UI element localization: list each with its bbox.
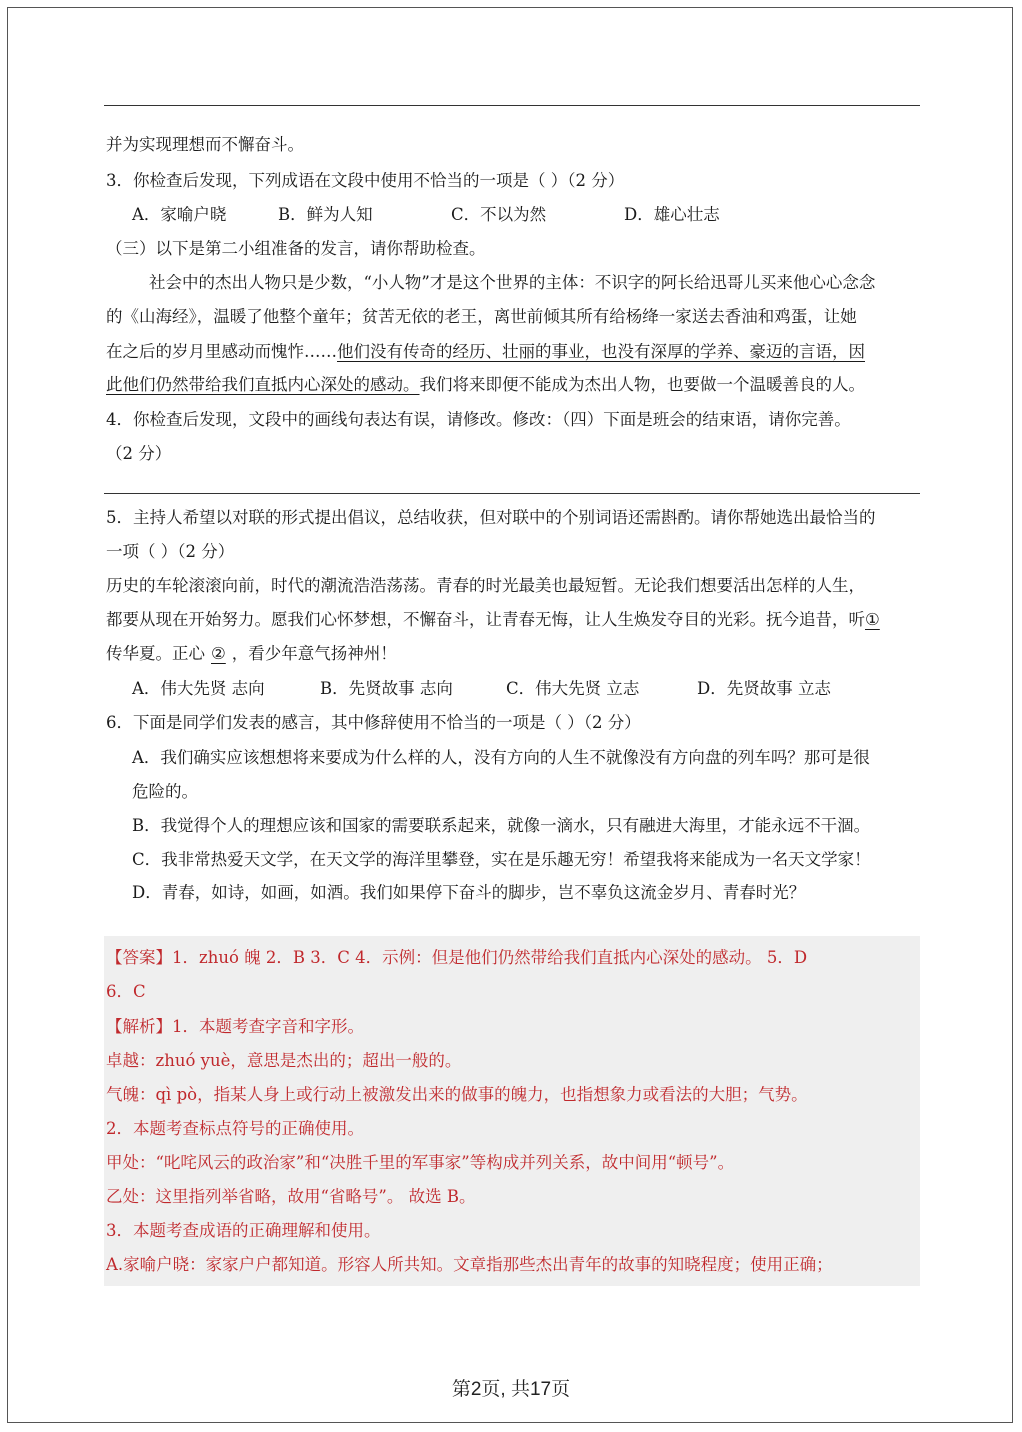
question-5-stem: 一项（ ）（2 分） xyxy=(106,542,235,561)
analysis-line: 2．本题考查标点符号的正确使用。 xyxy=(106,1119,364,1138)
option-a: A．家喻户晓 xyxy=(132,205,227,224)
section-3-heading: （三）以下是第二小组准备的发言，请你帮助检查。 xyxy=(106,239,486,258)
option-c: C．我非常热爱天文学，在天文学的海洋里攀登，实在是乐趣无穷！希望我将来能成为一名天文学家！ xyxy=(132,850,871,869)
option-b: B．鲜为人知 xyxy=(278,205,373,224)
option-c: C．伟大先贤 立志 xyxy=(506,679,640,698)
passage-text: 在之后的岁月里感动而愧怍…… xyxy=(106,342,337,361)
underlined-sentence: 此他们仍然带给我们直抵内心深处的感动。 xyxy=(106,375,420,394)
option-a-cont: 危险的。 xyxy=(132,782,198,801)
question-4-stem: 4．你检查后发现，文段中的画线句表达有误，请修改。修改：（四）下面是班会的结束语，请你完善。 xyxy=(106,410,851,429)
blank-2: ② xyxy=(211,644,226,663)
couplet-text: ，看少年意气扬神州！ xyxy=(231,644,397,663)
answer-rule xyxy=(104,493,920,494)
passage-line xyxy=(106,340,865,364)
couplet-line: 历史的车轮滚滚向前，时代的潮流浩浩荡荡。青春的时光最美也最短暂。无论我们想要活出怎样的人生， xyxy=(106,576,865,595)
couplet-line xyxy=(106,608,880,632)
analysis-line: A.家喻户晓：家家户户都知道。形容人所共知。文章指那些杰出青年的故事的知晓程度；使用正确； xyxy=(106,1255,833,1274)
question-3-stem: 3．你检查后发现，下列成语在文段中使用不恰当的一项是（ ）（2 分） xyxy=(106,171,625,190)
option-c: C．不以为然 xyxy=(451,205,547,224)
analysis-line: 【解析】1．本题考查字音和字形。 xyxy=(106,1017,364,1036)
analysis-line: 3．本题考查成语的正确理解和使用。 xyxy=(106,1221,381,1240)
answer-line: 6．C xyxy=(106,982,146,1001)
option-b: B．先贤故事 志向 xyxy=(320,679,453,698)
analysis-line: 卓越：zhuó yuè，意思是杰出的；超出一般的。 xyxy=(106,1051,462,1070)
option-b: B．我觉得个人的理想应该和国家的需要联系起来，就像一滴水，只有融进大海里，才能永远不干涸。 xyxy=(132,816,871,835)
option-a: A．伟大先贤 志向 xyxy=(132,679,265,698)
passage-line xyxy=(106,373,865,397)
question-5-stem: 5．主持人希望以对联的形式提出倡议，总结收获，但对联中的个别词语还需斟酌。请你帮她选出最恰当的 xyxy=(106,508,876,527)
passage-text: 我们将来即便不能成为杰出人物，也要做一个温暖善良的人。 xyxy=(419,375,865,394)
passage-line: 社会中的杰出人物只是少数，“小人物”才是这个世界的主体：不识字的阿长给迅哥儿买来他心心念念 xyxy=(149,273,876,292)
option-d: D．青春，如诗，如画，如酒。我们如果停下奋斗的脚步，岂不辜负这流金岁月、青春时光？ xyxy=(132,883,806,902)
couplet-line xyxy=(106,642,397,666)
answer-line: 【答案】1．zhuó 魄 2．B 3．C 4．示例：但是他们仍然带给我们直抵内心深处的感动。 5．D xyxy=(106,948,808,967)
analysis-line: 气魄：qì pò，指某人身上或行动上被激发出来的做事的魄力，也指想象力或看法的大胆；气势。 xyxy=(106,1085,808,1104)
page-number: 第2页, 共17页 xyxy=(451,1379,571,1400)
analysis-line: 甲处：“叱咤风云的政治家”和“决胜千里的军事家”等构成并列关系，故中间用“顿号”。 xyxy=(106,1153,735,1172)
question-4-score: （2 分） xyxy=(106,444,172,463)
option-a: A．我们确实应该想想将来要成为什么样的人，没有方向的人生不就像没有方向盘的列车吗？那可是很 xyxy=(132,748,870,767)
blank-1: ① xyxy=(865,610,880,629)
couplet-text: 传华夏。正心 xyxy=(106,644,205,663)
passage-line: 的《山海经》，温暖了他整个童年；贫苦无依的老王，离世前倾其所有给杨绛一家送去香油和鸡蛋，让她 xyxy=(106,307,857,326)
option-d: D．雄心壮志 xyxy=(624,205,720,224)
underlined-sentence: 他们没有传奇的经历、壮丽的事业，也没有深厚的学养、豪迈的言语，因 xyxy=(337,342,865,361)
analysis-line: 乙处：这里指列举省略，故用“省略号”。 故选 B。 xyxy=(106,1187,476,1206)
option-d: D．先贤故事 立志 xyxy=(697,679,831,698)
couplet-text: 都要从现在开始努力。愿我们心怀梦想，不懈奋斗，让青春无悔，让人生焕发夺目的光彩。抚今追昔，听 xyxy=(106,610,865,629)
header-rule xyxy=(104,105,920,106)
question-6-stem: 6．下面是同学们发表的感言，其中修辞使用不恰当的一项是（ ）（2 分） xyxy=(106,713,641,732)
text-line: 并为实现理想而不懈奋斗。 xyxy=(106,135,304,154)
